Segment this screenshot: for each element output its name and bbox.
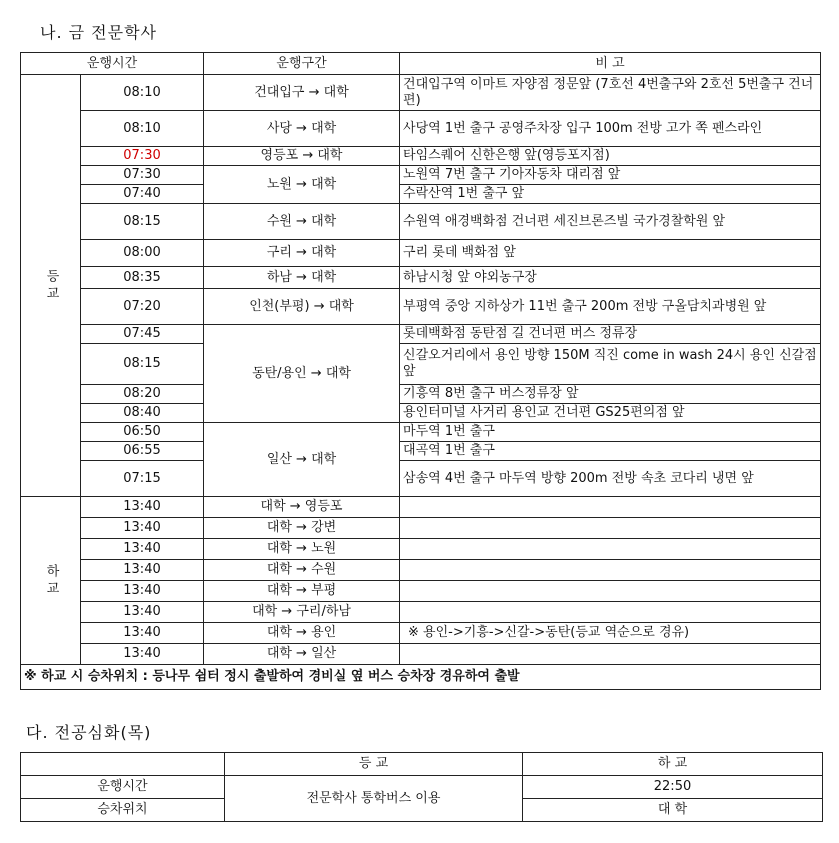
table-row: [21, 147, 821, 166]
advanced-course-schedule-table: [20, 752, 823, 822]
table-row: [21, 623, 821, 644]
table-row: [21, 185, 821, 204]
note-cell: 대곡역 1번 출구: [400, 442, 821, 461]
note-cell: 하남시청 앞 야외농구장: [400, 267, 821, 289]
note-cell: 수락산역 1번 출구 앞: [400, 185, 821, 204]
note-cell: [400, 560, 821, 581]
note-cell: 신갈오거리에서 용인 방향 150M 직진 come in wash 24시 용인 신갈점 앞: [400, 344, 821, 385]
time-cell: 07:40: [81, 185, 204, 204]
time-cell: 13:40: [81, 581, 204, 602]
group-label-morning: 등교: [21, 75, 81, 497]
header-time: 운행시간: [21, 53, 204, 75]
afternoon-place: 대 학: [523, 799, 823, 822]
route-cell: 대학 → 용인: [204, 623, 400, 644]
time-cell: 13:40: [81, 623, 204, 644]
time-cell: 07:30: [81, 166, 204, 185]
time-cell: 08:15: [81, 344, 204, 385]
route-cell: 하남 → 대학: [204, 267, 400, 289]
note-cell: [400, 497, 821, 518]
route-cell: 대학 → 일산: [204, 644, 400, 665]
time-cell: 13:40: [81, 518, 204, 539]
time-cell: 08:40: [81, 404, 204, 423]
time-cell: 07:45: [81, 325, 204, 344]
note-cell: 수원역 애경백화점 건너편 세진브론즈빌 국가경찰학원 앞: [400, 204, 821, 240]
time-cell: 08:20: [81, 385, 204, 404]
header-empty: [21, 753, 225, 776]
table-row: [21, 240, 821, 267]
footer-row: [21, 665, 821, 690]
note-cell: [400, 539, 821, 560]
table-row: [21, 111, 821, 147]
note-cell: 타임스퀘어 신한은행 앞(영등포지점): [400, 147, 821, 166]
route-cell: 대학 → 노원: [204, 539, 400, 560]
row-label-place: 승차위치: [21, 799, 225, 822]
route-cell: 건대입구 → 대학: [204, 75, 400, 111]
route-cell: 영등포 → 대학: [204, 147, 400, 166]
section-heading-friday: 나. 금 전문학사: [40, 23, 157, 42]
route-cell: 인천(부평) → 대학: [204, 289, 400, 325]
table-row: [21, 518, 821, 539]
table-row: [21, 404, 821, 423]
note-cell: [400, 518, 821, 539]
row-label-time: 운행시간: [21, 776, 225, 799]
route-cell: 구리 → 대학: [204, 240, 400, 267]
note-cell: 노원역 7번 출구 기아자동차 대리점 앞: [400, 166, 821, 185]
time-cell: 08:10: [81, 75, 204, 111]
table-row: [21, 776, 823, 799]
header-afternoon: 하 교: [523, 753, 823, 776]
table-header-row: [21, 753, 823, 776]
friday-bus-schedule-table: [20, 52, 821, 690]
note-cell: 구리 롯데 백화점 앞: [400, 240, 821, 267]
time-cell: 08:00: [81, 240, 204, 267]
route-cell: 대학 → 강변: [204, 518, 400, 539]
table-row: [21, 442, 821, 461]
table-header-row: [21, 53, 821, 75]
table-row: [21, 539, 821, 560]
note-cell: 마두역 1번 출구: [400, 423, 821, 442]
note-cell: 용인터미널 사거리 용인교 건너편 GS25편의점 앞: [400, 404, 821, 423]
table-row: [21, 644, 821, 665]
table-row: [21, 385, 821, 404]
time-cell: 08:35: [81, 267, 204, 289]
route-cell: 사당 → 대학: [204, 111, 400, 147]
header-route: 운행구간: [204, 53, 400, 75]
group-label-afternoon: 하교: [21, 497, 81, 665]
section-heading-thursday: 다. 전공심화(목): [26, 723, 152, 742]
afternoon-time: 22:50: [523, 776, 823, 799]
time-cell: 06:50: [81, 423, 204, 442]
note-cell: [400, 581, 821, 602]
route-cell: 동탄/용인 → 대학: [204, 325, 400, 423]
table-row: [21, 423, 821, 442]
table-row: [21, 344, 821, 385]
table-row: [21, 560, 821, 581]
time-cell: 08:15: [81, 204, 204, 240]
time-cell: 07:20: [81, 289, 204, 325]
table-row: [21, 602, 821, 623]
note-cell: [400, 644, 821, 665]
note-cell: 사당역 1번 출구 공영주차장 입구 100m 전방 고가 쪽 펜스라인: [400, 111, 821, 147]
route-cell: 수원 → 대학: [204, 204, 400, 240]
time-cell: 13:40: [81, 602, 204, 623]
table-row: [21, 204, 821, 240]
route-cell: 대학 → 부평: [204, 581, 400, 602]
table-row: [21, 325, 821, 344]
footer-note: ※ 하교 시 승차위치 : 등나무 쉼터 정시 출발하여 경비실 옆 버스 승차장 경유하여 출발: [21, 665, 821, 690]
note-cell: [400, 602, 821, 623]
note-cell: 삼송역 4번 출구 마두역 방향 200m 전방 속초 코다리 냉면 앞: [400, 461, 821, 497]
header-note: 비 고: [400, 53, 821, 75]
route-cell: 대학 → 영등포: [204, 497, 400, 518]
table-row: [21, 166, 821, 185]
table-row: [21, 75, 821, 111]
note-cell: ※ 용인->기흥->신갈->동탄(등교 역순으로 경유): [400, 623, 821, 644]
header-morning: 등 교: [225, 753, 523, 776]
note-cell: 건대입구역 이마트 자양점 정문앞 (7호선 4번출구와 2호선 5번출구 건너편): [400, 75, 821, 111]
table-row: [21, 267, 821, 289]
time-cell: 13:40: [81, 644, 204, 665]
note-cell: 부평역 중앙 지하상가 11번 출구 200m 전방 구올담치과병원 앞: [400, 289, 821, 325]
table-row: [21, 461, 821, 497]
time-cell: 07:30: [81, 147, 204, 166]
time-cell: 07:15: [81, 461, 204, 497]
morning-value: 전문학사 통학버스 이용: [225, 776, 523, 822]
route-cell: 일산 → 대학: [204, 423, 400, 497]
table-row: [21, 497, 821, 518]
route-cell: 대학 → 구리/하남: [204, 602, 400, 623]
time-cell: 13:40: [81, 497, 204, 518]
note-cell: 기흥역 8번 출구 버스정류장 앞: [400, 385, 821, 404]
time-cell: 06:55: [81, 442, 204, 461]
route-cell: 대학 → 수원: [204, 560, 400, 581]
route-cell: 노원 → 대학: [204, 166, 400, 204]
time-cell: 13:40: [81, 560, 204, 581]
table-row: [21, 289, 821, 325]
note-cell: 롯데백화점 동탄점 길 건너편 버스 정류장: [400, 325, 821, 344]
time-cell: 08:10: [81, 111, 204, 147]
table-row: [21, 581, 821, 602]
time-cell: 13:40: [81, 539, 204, 560]
